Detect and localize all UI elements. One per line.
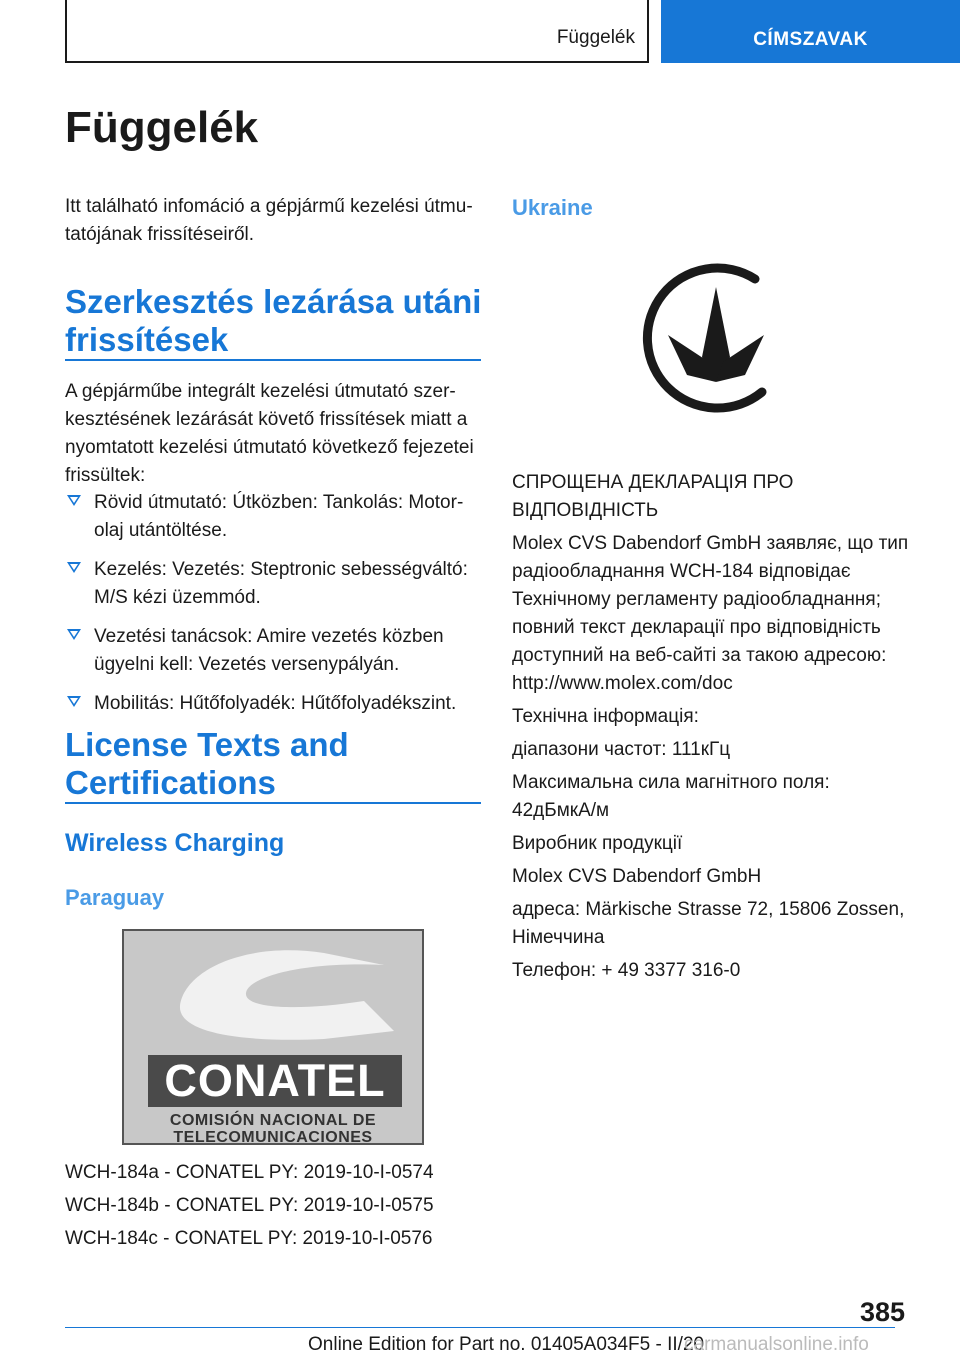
updates-rule <box>65 359 481 361</box>
ukraine-heading: Ukraine <box>512 195 593 220</box>
updates-heading-line1: Szerkesztés lezárása utáni <box>65 283 482 320</box>
edition-text: Online Edition for Part no. 01405A034F5 - II/20 <box>308 1334 705 1355</box>
list-item: Mobilitás: Hűtőfolyadék: Hűtőfolyadékszint. <box>65 690 485 718</box>
paraguay-heading: Paraguay <box>65 885 165 910</box>
keywords-tab[interactable] <box>661 0 960 63</box>
conatel-sub1: COMISIÓN NACIONAL DE <box>169 1112 377 1129</box>
manufacturer-label: Виробник продукції <box>512 833 683 854</box>
paraguay-cert-list <box>65 1159 485 1258</box>
conatel-emblem <box>124 931 422 1051</box>
updates-paragraph: A gépjárműbe integrált kezelési útmutató szer- kesztésének lezárását követő frissítések miatt a nyomtatott kezelési útmutató következő fejezetei frissültek: <box>65 381 474 486</box>
ukraine-conformity-mark-icon <box>631 257 801 423</box>
conatel-sub2: TELECOMUNICACIONES <box>173 1129 373 1145</box>
license-heading-line1: License Texts and <box>65 726 349 763</box>
wireless-charging-heading: Wireless Charging <box>65 829 285 857</box>
cert-line: WCH-184a - CONATEL PY: 2019-10-I-0574 <box>65 1162 434 1183</box>
list-item: Vezetési tanácsok: Amire vezetés közben ügyelni kell: Vezetés versenypályán. <box>65 623 485 679</box>
watermark: carmanualsonline.info <box>684 1334 869 1355</box>
ukraine-declaration <box>512 469 912 985</box>
manufacturer-phone: Телефон: + 49 3377 316-0 <box>512 960 741 981</box>
list-item: Kezelés: Vezetés: Steptronic sebességváltó: M/S kézi üzemmód. <box>65 556 485 612</box>
section-tab-label: Függelék <box>556 27 635 48</box>
conatel-logo <box>122 929 424 1145</box>
cert-line: WCH-184c - CONATEL PY: 2019-10-I-0576 <box>65 1228 433 1249</box>
cert-line: WCH-184b - CONATEL PY: 2019-10-I-0575 <box>65 1195 434 1216</box>
conatel-wordmark: CONATEL <box>148 1055 402 1107</box>
triangle-bullet-icon <box>67 562 81 573</box>
section-tab[interactable] <box>65 0 649 63</box>
license-heading <box>65 726 485 802</box>
triangle-bullet-icon <box>67 696 81 707</box>
manufacturer-address: адреса: Märkische Strasse 72, 15806 Zossen, Німеччина <box>512 899 905 948</box>
triangle-bullet-icon <box>67 629 81 640</box>
page-number: 385 <box>860 1297 906 1327</box>
declaration-text: Molex CVS Dabendorf GmbH заявляє, що тип радіообладнання WCH-184 відповідає Технічному регламенту радіообладнання; повний текст декларації про відповідність доступний на веб-сайті за такою адресою: http://www.molex.com/doc <box>512 533 909 694</box>
keywords-tab-label: CÍMSZAVAK <box>753 29 868 50</box>
triangle-bullet-icon <box>67 495 81 506</box>
updates-heading <box>65 283 485 359</box>
updated-chapters-list <box>65 489 485 729</box>
footer-rule <box>65 1327 895 1328</box>
page-title: Függelék <box>65 103 259 152</box>
frequency-range: діапазони частот: 111кГц <box>512 739 731 760</box>
intro-text: Itt található infomáció a gépjármű kezelési útmu- tatójának frissítéseiről. <box>65 196 473 245</box>
declaration-title: СПРОЩЕНА ДЕКЛАРАЦІЯ ПРО ВІДПОВІДНІСТЬ <box>512 472 794 521</box>
license-heading-line2: Certifications <box>65 764 276 801</box>
manufacturer-name: Molex CVS Dabendorf GmbH <box>512 866 762 887</box>
updates-heading-line2: frissítések <box>65 321 229 358</box>
license-rule <box>65 802 481 804</box>
field-strength: Максимальна сила магнітного поля: 42дБмкА/м <box>512 772 830 821</box>
list-item: Rövid útmutató: Útközben: Tankolás: Motor- olaj utántöltése. <box>65 489 485 545</box>
tech-info-label: Технічна інформація: <box>512 706 699 727</box>
